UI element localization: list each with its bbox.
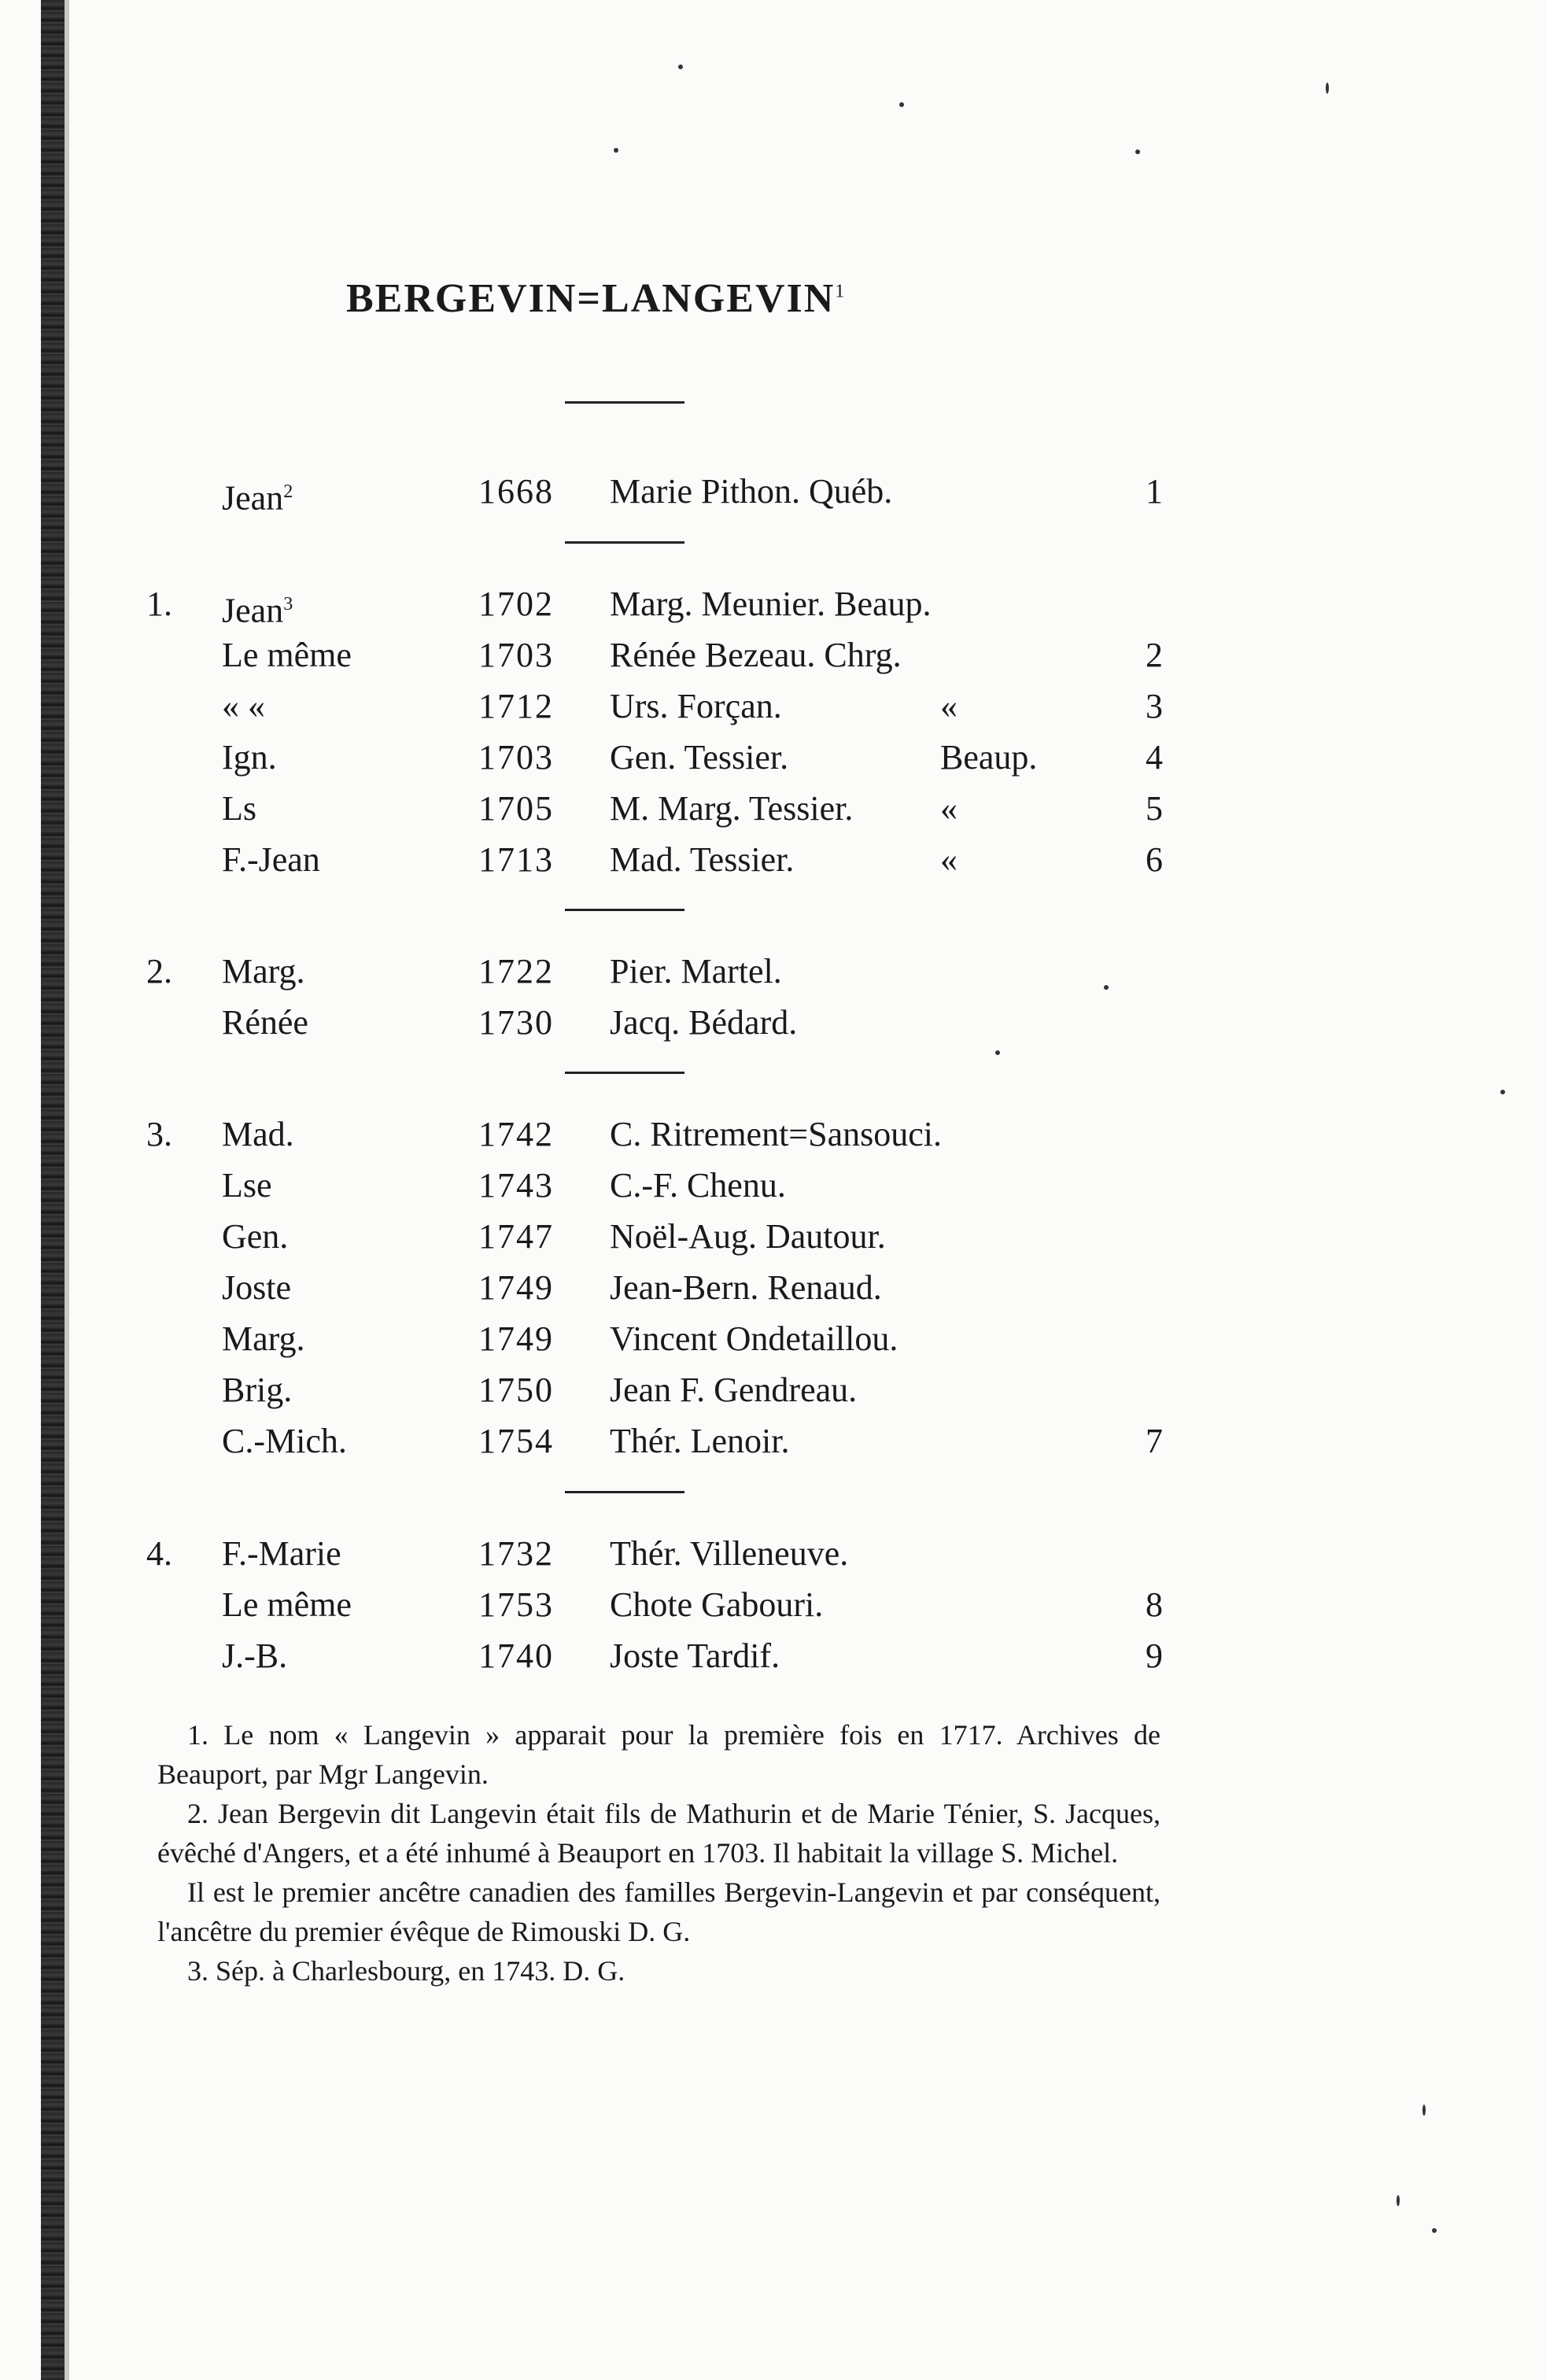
- scan-speck: [1135, 149, 1140, 154]
- genealogy-row: [0, 683, 1546, 730]
- person-name: [222, 785, 256, 832]
- marriage-place: «: [940, 789, 957, 828]
- scan-speck: [1432, 2228, 1437, 2233]
- person-name: [222, 948, 305, 995]
- section-rule: [565, 541, 684, 544]
- marriage-year: 1722: [478, 952, 554, 991]
- person-name: [222, 632, 352, 679]
- person-name-text: Rénée: [222, 1003, 308, 1042]
- generation-number: 3.: [146, 1115, 172, 1153]
- person-name-text: F.-Jean: [222, 840, 320, 879]
- marriage-year: 1740: [478, 1636, 554, 1675]
- spouse-name: Joste Tardif.: [610, 1636, 780, 1675]
- person-name: [222, 1530, 341, 1577]
- marriage-year: 1742: [478, 1115, 554, 1153]
- person-name-text: Lse: [222, 1166, 272, 1205]
- footnote-ref: 2: [283, 482, 293, 502]
- marriage-year: 1703: [478, 636, 554, 674]
- person-name-text: Jean: [222, 478, 284, 518]
- page-title: [346, 275, 846, 322]
- family-number: 1: [1146, 472, 1163, 511]
- genealogy-row: [0, 948, 1546, 995]
- genealogy-row: [0, 1581, 1546, 1629]
- marriage-year: 1732: [478, 1534, 554, 1573]
- spouse-name: Jacq. Bédard.: [610, 1003, 798, 1042]
- footnotes: [157, 1715, 1160, 1991]
- family-number: 6: [1146, 840, 1163, 879]
- spouse-name: Gen. Tessier.: [610, 738, 789, 777]
- genealogy-row: [0, 632, 1546, 679]
- person-name: [222, 1315, 305, 1363]
- spouse-name: Marie Pithon. Québ.: [610, 472, 893, 511]
- scan-speck: [614, 148, 618, 153]
- genealogy-row: [0, 1530, 1546, 1577]
- scan-speck: [678, 65, 683, 69]
- marriage-year: 1754: [478, 1422, 554, 1460]
- person-name-text: F.-Marie: [222, 1534, 341, 1573]
- genealogy-row: [0, 1367, 1546, 1414]
- person-name-text: « «: [222, 687, 265, 725]
- person-name-text: Ls: [222, 789, 256, 828]
- spouse-name: Jean-Bern. Renaud.: [610, 1268, 882, 1307]
- spouse-name: Chote Gabouri.: [610, 1585, 824, 1624]
- scan-speck: [1397, 2195, 1400, 2206]
- marriage-year: 1713: [478, 840, 554, 879]
- scan-speck: [899, 102, 904, 107]
- family-number: 3: [1146, 687, 1163, 725]
- marriage-year: 1749: [478, 1268, 554, 1307]
- person-name-text: Le même: [222, 636, 352, 674]
- person-name: [222, 734, 277, 781]
- person-name: [222, 683, 265, 730]
- person-name: [222, 1367, 292, 1414]
- section-rule: [565, 401, 684, 404]
- person-name: [222, 1633, 287, 1680]
- spouse-name: Thér. Lenoir.: [610, 1422, 790, 1460]
- genealogy-row: [0, 1213, 1546, 1260]
- person-name-text: Marg.: [222, 952, 305, 991]
- person-name-text: Le même: [222, 1585, 352, 1624]
- genealogy-row: [0, 836, 1546, 884]
- marriage-year: 1749: [478, 1319, 554, 1358]
- marriage-year: 1712: [478, 687, 554, 725]
- spouse-name: Urs. Forçan.: [610, 687, 782, 725]
- scan-speck: [1422, 2105, 1426, 2116]
- person-name-text: Joste: [222, 1268, 291, 1307]
- footnote-ref: 3: [283, 594, 293, 614]
- generation-number: 2.: [146, 952, 172, 991]
- marriage-year: 1753: [478, 1585, 554, 1624]
- title-footnote-ref: 1: [835, 281, 847, 302]
- person-name: [222, 581, 293, 635]
- spouse-name: Noël-Aug. Dautour.: [610, 1217, 886, 1256]
- spouse-name: Mad. Tessier.: [610, 840, 795, 879]
- section-rule: [565, 909, 684, 911]
- marriage-year: 1668: [478, 472, 554, 511]
- family-number: 9: [1146, 1636, 1163, 1675]
- spouse-name: Rénée Bezeau. Chrg.: [610, 636, 902, 674]
- genealogy-row: [0, 1162, 1546, 1209]
- family-number: 2: [1146, 636, 1163, 674]
- person-name-text: Brig.: [222, 1371, 293, 1409]
- person-name-text: C.-Mich.: [222, 1422, 347, 1460]
- spouse-name: Vincent Ondetaillou.: [610, 1319, 898, 1358]
- marriage-place: Beaup.: [940, 738, 1038, 777]
- genealogy-row: [0, 1264, 1546, 1312]
- footnote-1: 1. Le nom « Langevin » apparait pour la première fois en 1717. Archives de Beauport, par Mgr Langevin.: [157, 1719, 1160, 1790]
- spouse-name: Marg. Meunier. Beaup.: [610, 585, 932, 623]
- title-text: BERGEVIN=LANGEVIN: [346, 276, 836, 321]
- person-name: [222, 1213, 288, 1260]
- spouse-name: Thér. Villeneuve.: [610, 1534, 849, 1573]
- spouse-name: C. Ritrement=Sansouci.: [610, 1115, 942, 1153]
- person-name: [222, 1111, 294, 1158]
- section-rule: [565, 1491, 684, 1493]
- marriage-year: 1730: [478, 1003, 554, 1042]
- person-name-text: Marg.: [222, 1319, 305, 1358]
- genealogy-row: [0, 581, 1546, 628]
- family-number: 4: [1146, 738, 1163, 777]
- footnote-2: 2. Jean Bergevin dit Langevin était fils de Mathurin et de Marie Ténier, S. Jacques, évêché d'Angers, et a été inhumé à Beauport en 1703. Il habitait la village S. Michel.: [157, 1798, 1160, 1869]
- person-name-text: Mad.: [222, 1115, 294, 1153]
- genealogy-row: [0, 468, 1546, 518]
- family-number: 5: [1146, 789, 1163, 828]
- scan-speck: [1326, 83, 1329, 94]
- person-name: [222, 1264, 291, 1312]
- person-name: [222, 836, 320, 884]
- marriage-year: 1750: [478, 1371, 554, 1409]
- scan-speck: [995, 1050, 1000, 1055]
- scan-speck: [1500, 1090, 1505, 1094]
- person-name-text: Ign.: [222, 738, 277, 777]
- person-name: [222, 1162, 272, 1209]
- genealogy-row: [0, 785, 1546, 832]
- marriage-year: 1703: [478, 738, 554, 777]
- person-name: [222, 999, 308, 1046]
- genealogy-row: [0, 999, 1546, 1046]
- person-name: [222, 1581, 352, 1629]
- genealogy-row: [0, 1633, 1546, 1680]
- family-number: 8: [1146, 1585, 1163, 1624]
- person-name-text: J.-B.: [222, 1636, 288, 1675]
- marriage-year: 1743: [478, 1166, 554, 1205]
- marriage-place: «: [940, 687, 957, 725]
- spouse-name: Pier. Martel.: [610, 952, 782, 991]
- family-number: 7: [1146, 1422, 1163, 1460]
- marriage-year: 1747: [478, 1217, 554, 1256]
- genealogy-row: [0, 1315, 1546, 1363]
- spouse-name: C.-F. Chenu.: [610, 1166, 786, 1205]
- generation-number: 4.: [146, 1534, 172, 1573]
- marriage-year: 1705: [478, 789, 554, 828]
- section-rule: [565, 1072, 684, 1074]
- spouse-name: Jean F. Gendreau.: [610, 1371, 858, 1409]
- genealogy-row: [0, 734, 1546, 781]
- person-name: [222, 1418, 347, 1465]
- genealogy-row: [0, 1111, 1546, 1158]
- marriage-year: 1702: [478, 585, 554, 623]
- genealogy-row: [0, 1418, 1546, 1465]
- person-name: [222, 468, 293, 522]
- footnote-2-continued: Il est le premier ancêtre canadien des familles Bergevin-Langevin et par conséquent, l'ancêtre du premier évêque de Rimouski D. G.: [157, 1876, 1160, 1947]
- generation-number: 1.: [146, 585, 172, 623]
- spouse-name: M. Marg. Tessier.: [610, 789, 854, 828]
- person-name-text: Jean: [222, 591, 284, 630]
- marriage-place: «: [940, 840, 957, 879]
- footnote-3: 3. Sép. à Charlesbourg, en 1743. D. G.: [187, 1955, 625, 1987]
- person-name-text: Gen.: [222, 1217, 289, 1256]
